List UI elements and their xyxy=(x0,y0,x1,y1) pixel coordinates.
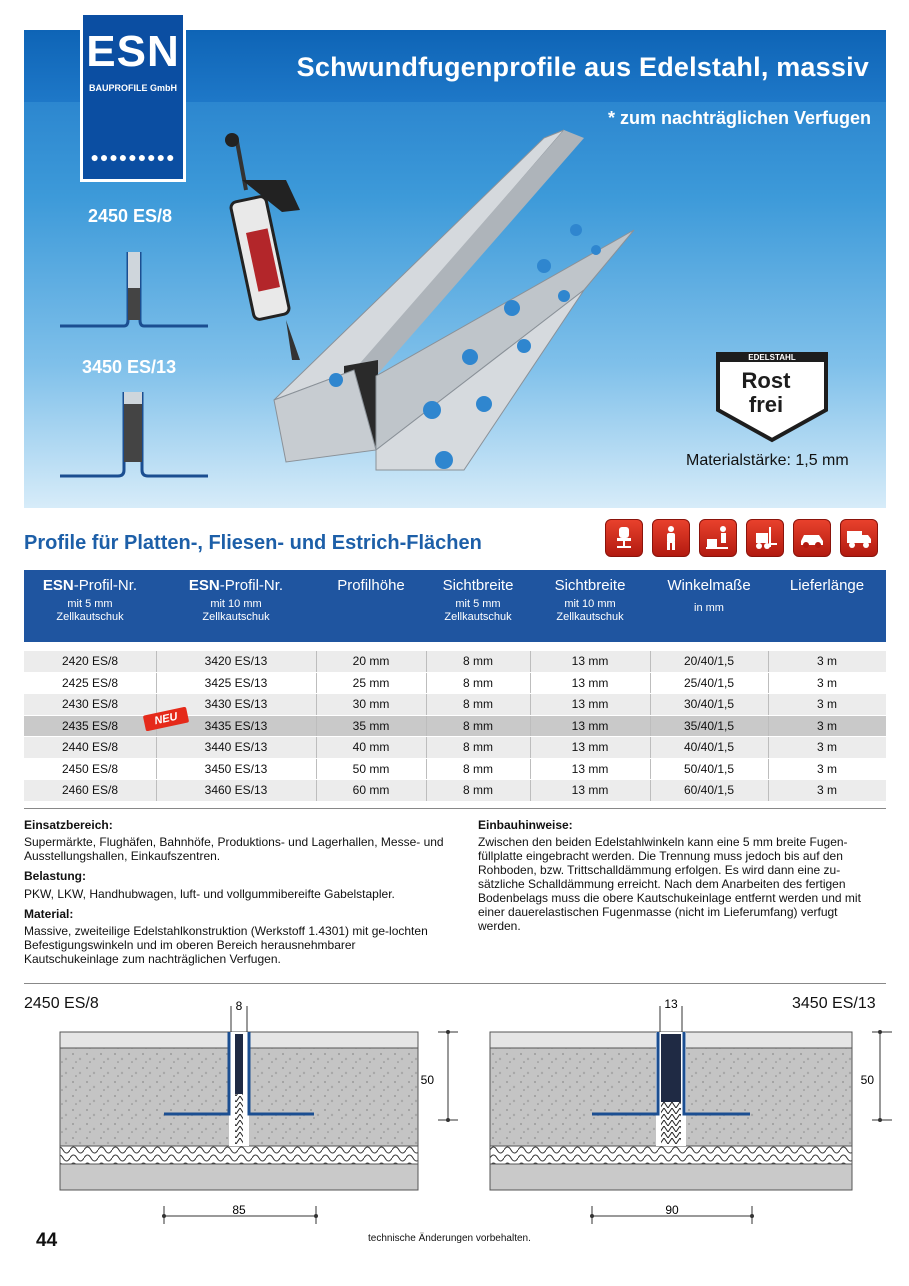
table-cell: 8 mm xyxy=(463,654,493,668)
left-height-dim: 50 xyxy=(420,1073,434,1087)
column-separator xyxy=(768,759,769,780)
table-cell: 8 mm xyxy=(463,718,493,733)
divider xyxy=(24,808,886,809)
column-separator xyxy=(426,716,427,737)
right-width-dim: 90 xyxy=(665,1203,679,1217)
material-heading: Material: xyxy=(24,907,74,921)
drawing-2450 xyxy=(60,999,458,1224)
table-cell: 20 mm xyxy=(352,654,390,668)
table-cell: 40 mm xyxy=(352,740,390,754)
table-spacer xyxy=(24,642,886,650)
column-separator xyxy=(426,651,427,672)
truck-icon xyxy=(840,519,878,557)
col-header-winkelmasse: Winkelmaße in mm xyxy=(667,577,751,614)
table-row xyxy=(24,693,886,715)
material-text: Massive, zweiteilige Edelstahlkonstruktion (Werkstoff 1.4301) mit ge-lochten Befestigungswinkeln und im oberen Bereich herausnehmbarer Kautschukeinlage zum nachträglichen Verfugen. xyxy=(24,924,428,966)
drawing-label-right: 3450 ES/13 xyxy=(792,995,876,1012)
column-separator xyxy=(426,737,427,758)
table-cell: 35/40/1,5 xyxy=(683,718,735,733)
column-separator xyxy=(650,673,651,694)
table-cell: 30/40/1,5 xyxy=(683,697,735,711)
table-cell: 2435 ES/8 xyxy=(61,718,119,733)
column-separator xyxy=(156,759,157,780)
column-separator xyxy=(316,651,317,672)
table-cell: 2420 ES/8 xyxy=(61,654,119,668)
forklift-icon xyxy=(746,519,784,557)
column-separator xyxy=(530,759,531,780)
einsatz-heading: Einsatzbereich: xyxy=(24,818,113,832)
column-separator xyxy=(156,694,157,715)
table-cell: 30 mm xyxy=(352,697,390,711)
table-cell: 13 mm xyxy=(571,675,609,690)
table-cell: 3 m xyxy=(816,783,837,797)
column-separator xyxy=(768,780,769,801)
column-separator xyxy=(316,694,317,715)
table-cell: 13 mm xyxy=(571,783,609,797)
column-separator xyxy=(650,780,651,801)
column-separator xyxy=(530,780,531,801)
column-separator xyxy=(426,759,427,780)
table-cell: 3440 ES/13 xyxy=(204,740,268,754)
table-cell: 3 m xyxy=(816,675,837,690)
table-cell: 2425 ES/8 xyxy=(61,675,119,690)
column-separator xyxy=(426,780,427,801)
logo-dots: ●●●●●●●●● xyxy=(90,149,176,165)
section-heading: Profile für Platten-, Fliesen- und Estrich-Flächen xyxy=(24,532,482,554)
col-header-sichtbreite-10: Sichtbreite mit 10 mm Zellkautschuk xyxy=(554,577,626,623)
table-cell: 35 mm xyxy=(352,718,390,733)
caulking-gun-illustration xyxy=(225,133,300,360)
table-row xyxy=(24,650,886,672)
stainless-profile-illustration xyxy=(274,130,634,470)
right-height-dim: 50 xyxy=(860,1073,874,1087)
column-separator xyxy=(426,694,427,715)
column-separator xyxy=(530,737,531,758)
table-cell: 3420 ES/13 xyxy=(204,654,268,668)
col-header-esn-10: ESN-Profil-Nr. mit 10 mm Zellkautschuk xyxy=(188,577,284,623)
page-title: Schwundfugenprofile aus Edelstahl, massiv xyxy=(296,52,869,82)
info-left xyxy=(24,818,444,966)
column-separator xyxy=(156,737,157,758)
einbau-text: Zwischen den beiden Edelstahlwinkeln kann eine 5 mm breite Fugen-füllplatte eingebracht werden. Die Trennung muss jedoch bis auf den Rohboden, bzw. Trittschalldämmung erfolgen. Es wird dann eine zu-sätzliche Schalldämmung erreicht. Nach dem Anarbeiten des fertigen Bodenbelags muss die obere Kautschukeinlage entfernt werden und mit einer dauerelastischen Fugenmasse (nicht im Lieferumfang) verfugt werden. xyxy=(478,835,861,933)
column-separator xyxy=(316,737,317,758)
table-cell: 50/40/1,5 xyxy=(683,761,735,776)
column-separator xyxy=(768,651,769,672)
table-cell: 40/40/1,5 xyxy=(683,740,735,754)
column-separator xyxy=(768,673,769,694)
belastung-text: PKW, LKW, Handhubwagen, luft- und vollgummibereifte Gabelstapler. xyxy=(24,887,395,901)
table-cell: 2450 ES/8 xyxy=(61,761,119,776)
right-top-dim: 13 xyxy=(664,997,678,1011)
belastung-heading: Belastung: xyxy=(24,869,87,883)
hand-pallet-truck-icon xyxy=(699,519,737,557)
table-cell: 13 mm xyxy=(571,654,609,668)
table-cell: 50 mm xyxy=(352,761,390,776)
column-separator xyxy=(650,651,651,672)
table-cell: 13 mm xyxy=(571,718,609,733)
column-separator xyxy=(530,651,531,672)
table-cell: 8 mm xyxy=(463,675,493,690)
table-cell: 8 mm xyxy=(463,761,493,776)
badge-main-text-2: frei xyxy=(748,392,784,417)
company-logo xyxy=(80,12,186,182)
column-separator xyxy=(316,780,317,801)
column-separator xyxy=(530,673,531,694)
col-header-profilhoehe: Profilhöhe xyxy=(337,577,405,594)
column-separator xyxy=(768,737,769,758)
table-cell: 13 mm xyxy=(571,740,609,754)
column-separator xyxy=(650,694,651,715)
table-cell: 3 m xyxy=(816,697,837,711)
table-cell: 3 m xyxy=(816,718,837,733)
installation-drawings xyxy=(0,994,909,1224)
profile-label-3450: 3450 ES/13 xyxy=(82,357,177,377)
office-chair-icon xyxy=(605,519,643,557)
table-cell: 3 m xyxy=(816,761,837,776)
column-separator xyxy=(316,716,317,737)
logo-text: ESN xyxy=(86,27,180,76)
table-cell: 60 mm xyxy=(352,783,390,797)
column-separator xyxy=(156,673,157,694)
col-header-lieferlaenge: Lieferlänge xyxy=(789,577,865,594)
badge-top-text: EDELSTAHL xyxy=(748,353,796,362)
left-top-dim: 8 xyxy=(235,999,243,1013)
drawing-3450 xyxy=(490,997,892,1224)
table-cell: 2430 ES/8 xyxy=(61,697,119,711)
badge-main-text-1: Rost xyxy=(741,368,791,393)
table-cell: 3460 ES/13 xyxy=(204,783,268,797)
profile-3450-section xyxy=(60,392,208,476)
car-icon xyxy=(793,519,831,557)
column-separator xyxy=(316,673,317,694)
column-separator xyxy=(650,737,651,758)
table-cell: 13 mm xyxy=(571,697,609,711)
table-cell: 2460 ES/8 xyxy=(61,783,119,797)
column-separator xyxy=(530,694,531,715)
logo-subtitle: BAUPROFILE GmbH xyxy=(88,83,177,93)
footer-note: technische Änderungen vorbehalten. xyxy=(368,1233,531,1244)
table-row xyxy=(24,736,886,758)
col-header-sichtbreite-5: Sichtbreite mit 5 mm Zellkautschuk xyxy=(442,577,514,623)
table-cell: 3 m xyxy=(816,654,837,668)
page-number: 44 xyxy=(36,1230,58,1251)
table-cell: 3450 ES/13 xyxy=(204,761,268,776)
column-separator xyxy=(530,716,531,737)
table-row xyxy=(24,779,886,801)
table-cell: 3425 ES/13 xyxy=(204,675,268,690)
left-width-dim: 85 xyxy=(232,1203,246,1217)
table-cell: 2440 ES/8 xyxy=(61,740,119,754)
column-separator xyxy=(650,716,651,737)
column-separator xyxy=(650,759,651,780)
material-thickness: Materialstärke: 1,5 mm xyxy=(686,452,849,469)
neu-badge: NEU xyxy=(143,707,189,732)
rostfrei-badge xyxy=(714,350,834,449)
table-cell: 13 mm xyxy=(571,761,609,776)
person-icon xyxy=(652,519,690,557)
table-cell: 8 mm xyxy=(463,697,493,711)
table-cell: 8 mm xyxy=(463,783,493,797)
table-cell: 8 mm xyxy=(463,740,493,754)
table-cell: 25 mm xyxy=(352,675,390,690)
hero-note: * zum nachträglichen Verfugen xyxy=(607,108,871,128)
table-cell: 3 m xyxy=(816,740,837,754)
spec-table xyxy=(24,570,886,801)
column-separator xyxy=(156,651,157,672)
drawing-label-left: 2450 ES/8 xyxy=(24,995,99,1012)
profile-label-2450: 2450 ES/8 xyxy=(88,206,173,226)
column-separator xyxy=(426,673,427,694)
table-header xyxy=(24,570,886,642)
table-cell: 20/40/1,5 xyxy=(683,654,735,668)
column-separator xyxy=(156,780,157,801)
column-separator xyxy=(316,759,317,780)
column-separator xyxy=(768,716,769,737)
einsatz-text: Supermärkte, Flughäfen, Bahnhöfe, Produktions- und Lagerhallen, Messe- und Ausstellungshallen, Einkaufszentren. xyxy=(24,835,444,863)
info-right xyxy=(478,818,878,933)
table-row xyxy=(24,758,886,780)
table-cell: 25/40/1,5 xyxy=(683,675,735,690)
divider xyxy=(24,983,886,984)
profile-2450-section xyxy=(60,252,208,326)
col-header-esn-5: ESN-Profil-Nr. mit 5 mm Zellkautschuk xyxy=(42,577,138,623)
einbau-heading: Einbauhinweise: xyxy=(478,818,573,832)
table-cell: 3435 ES/13 xyxy=(204,718,268,733)
table-cell: 60/40/1,5 xyxy=(683,783,735,797)
table-row xyxy=(24,672,886,694)
table-cell: 3430 ES/13 xyxy=(204,697,268,711)
column-separator xyxy=(768,694,769,715)
